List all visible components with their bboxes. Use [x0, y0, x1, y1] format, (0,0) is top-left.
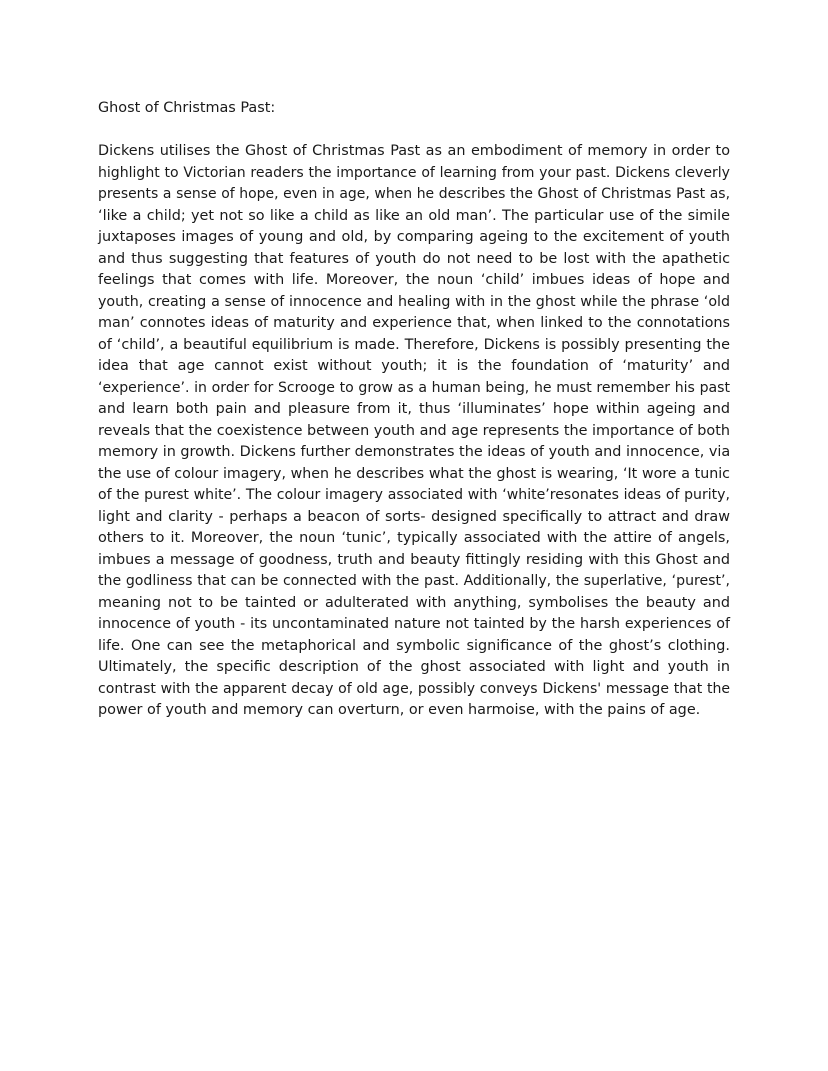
- paragraph-line: ‘experience’. in order for Scrooge to grow as a human being, he must remember his past: [98, 379, 730, 396]
- paragraph-line: feelings that comes with life. Moreover, the noun ‘child’ imbues ideas of hope and: [98, 272, 730, 288]
- paragraph-line: highlight to Victorian readers the importance of learning from your past. Dickens cleverly: [98, 164, 730, 181]
- paragraph-line: youth, creating a sense of innocence and healing with in the ghost while the phrase ‘old: [98, 293, 730, 310]
- paragraph-line: and learn both pain and pleasure from it, thus ‘illuminates’ hope within ageing and: [98, 401, 730, 417]
- paragraph-line: and thus suggesting that features of youth do not need to be lost with the apathetic: [98, 250, 730, 267]
- heading-spacer: [98, 120, 730, 142]
- paragraph-line: meaning not to be tainted or adulterated with anything, symbolises the beauty and: [98, 594, 730, 611]
- paragraph-line: idea that age cannot exist without youth; it is the foundation of ‘maturity’ and: [98, 358, 730, 374]
- paragraph-line: memory in growth. Dickens further demonstrates the ideas of youth and innocence, via: [98, 444, 731, 460]
- paragraph-line: others to it. Moreover, the noun ‘tunic’, typically associated with the attire of angels,: [98, 530, 730, 546]
- paragraph-line: power of youth and memory can overturn, or even harmoise, with the pains of age.: [98, 702, 701, 718]
- paragraph-line: of ‘child’, a beautiful equilibrium is made. Therefore, Dickens is possibly presenting the: [98, 336, 730, 353]
- paragraph-line: the godliness that can be connected with the past. Additionally, the superlative, ‘purest’,: [98, 573, 730, 589]
- essay-paragraph: [98, 141, 730, 722]
- paragraph-line: presents a sense of hope, even in age, when he describes the Ghost of Christmas Past as,: [98, 186, 730, 202]
- paragraph-line: the use of colour imagery, when he describes what the ghost is wearing, ‘It wore a tunic: [98, 465, 730, 482]
- paragraph-line: of the purest white’. The colour imagery associated with ‘white’resonates ideas of purity,: [98, 487, 730, 503]
- paragraph-line: innocence of youth - its uncontaminated nature not tainted by the harsh experiences of: [98, 616, 730, 632]
- document-heading: Ghost of Christmas Past:: [98, 100, 276, 116]
- paragraph-line: Dickens utilises the Ghost of Christmas Past as an embodiment of memory in order to: [98, 143, 730, 159]
- paragraph-line: ‘like a child; yet not so like a child as like an old man’. The particular use of the simile: [98, 207, 730, 224]
- paragraph-line: Ultimately, the specific description of the ghost associated with light and youth in: [98, 659, 730, 675]
- paragraph-line: juxtaposes images of young and old, by comparing ageing to the excitement of youth: [98, 229, 730, 245]
- paragraph-line: life. One can see the metaphorical and symbolic significance of the ghost’s clothing.: [98, 637, 730, 654]
- paragraph-line: man’ connotes ideas of maturity and experience that, when linked to the connotations: [98, 315, 730, 331]
- paragraph-line: imbues a message of goodness, truth and beauty fittingly residing with this Ghost and: [98, 551, 730, 568]
- document-content: [98, 98, 730, 722]
- paragraph-line: reveals that the coexistence between youth and age represents the importance of both: [98, 422, 730, 439]
- paragraph-line: light and clarity - perhaps a beacon of sorts- designed specifically to attract and draw: [98, 508, 730, 525]
- paragraph-line: contrast with the apparent decay of old age, possibly conveys Dickens' message that the: [98, 680, 730, 697]
